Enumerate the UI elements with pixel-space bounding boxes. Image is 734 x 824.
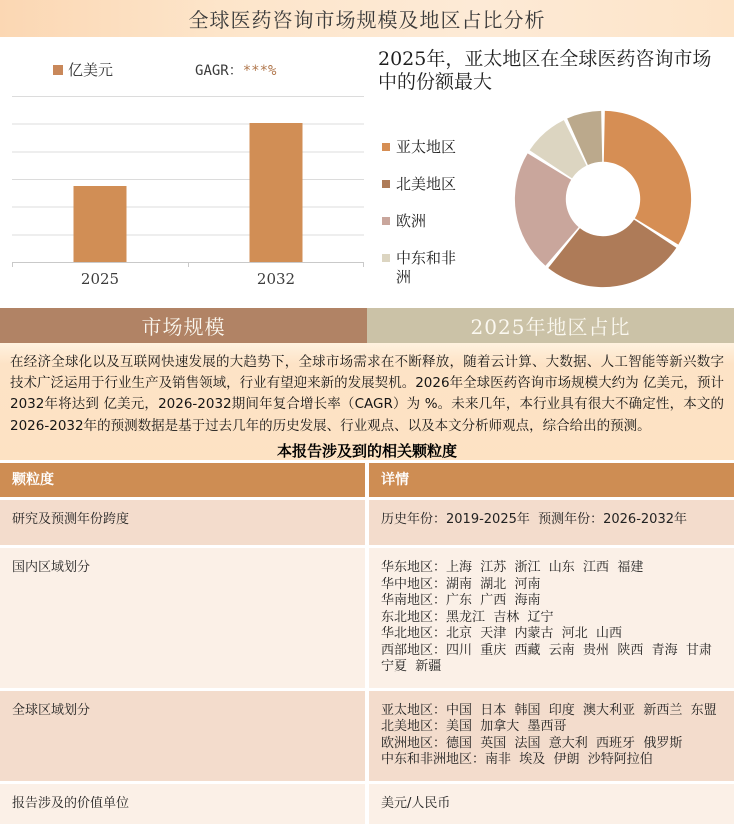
- x-axis-tick: [12, 263, 13, 267]
- donut-segment-亚太地区: [604, 111, 691, 245]
- charts-section: [0, 37, 734, 308]
- cagr-note: [195, 60, 276, 80]
- detail-line: 北美地区：美国 加拿大 墨西哥: [381, 719, 724, 736]
- donut-legend-label: 亚太地区: [396, 138, 456, 157]
- table-row-label: 报告涉及的价值单位: [0, 784, 365, 824]
- donut-legend-label: 北美地区: [396, 175, 456, 194]
- detail-line: 西部地区：四川 重庆 西藏 云南 贵州 陕西 青海 甘肃 宁夏 新疆: [381, 643, 724, 676]
- detail-line: 亚太地区：中国 日本 韩国 印度 澳大利亚 新西兰 东盟: [381, 703, 724, 720]
- detail-line: 华东地区：上海 江苏 浙江 山东 江西 福建: [381, 560, 724, 577]
- detail-line: 华中地区：湖南 湖北 河南: [381, 577, 724, 594]
- cagr-label: GAGR：: [195, 63, 243, 79]
- report-title: 全球医药咨询市场规模及地区占比分析: [0, 0, 734, 37]
- x-axis-tick: [363, 263, 364, 267]
- legend-swatch-icon: [53, 65, 63, 75]
- table-row-label: 研究及预测年份跨度: [0, 500, 365, 545]
- granularity-table: [0, 460, 734, 824]
- legend-swatch-icon: [382, 254, 390, 262]
- donut-headline: 2025年，亚太地区在全球医药咨询市场中的份额最大: [378, 48, 728, 94]
- bar-chart-panel: [0, 37, 372, 308]
- summary-section: [0, 343, 734, 460]
- table-column-header-0: 颗粒度: [0, 463, 365, 497]
- table-row-label: 全球区域划分: [0, 691, 365, 781]
- donut-legend-item: [382, 249, 486, 287]
- legend-swatch-icon: [382, 143, 390, 151]
- bar-2032: [250, 123, 303, 262]
- tab-region-share-2025[interactable]: 2025年地区占比: [367, 308, 734, 343]
- region-share-panel: [372, 37, 734, 308]
- donut-legend-label: 欧洲: [396, 212, 426, 231]
- detail-line: 欧洲地区：德国 英国 法国 意大利 西班牙 俄罗斯: [381, 736, 724, 753]
- donut-legend-item: [382, 212, 486, 231]
- table-row-details: [369, 548, 734, 688]
- cagr-value: ***%: [243, 63, 277, 79]
- table-row-details: [369, 784, 734, 824]
- table-row-details: [369, 691, 734, 781]
- donut-chart-wrap: [372, 98, 734, 305]
- granularity-heading: 本报告涉及到的相关颗粒度: [10, 440, 724, 461]
- bar-2025: [74, 186, 127, 262]
- bar-slot-2025: [12, 96, 188, 262]
- detail-line: 华南地区：广东 广西 海南: [381, 593, 724, 610]
- detail-line: 中东和非洲地区：南非 埃及 伊朗 沙特阿拉伯: [381, 752, 724, 769]
- table-row-details: [369, 500, 734, 545]
- x-axis-label-2032: 2032: [188, 270, 364, 288]
- donut-legend-item: [382, 138, 486, 157]
- legend-swatch-icon: [382, 217, 390, 225]
- donut-chart: [510, 106, 696, 292]
- x-axis-label-2025: 2025: [12, 270, 188, 288]
- legend-swatch-icon: [382, 180, 390, 188]
- donut-legend: [382, 138, 486, 305]
- summary-paragraph: 在经济全球化以及互联网快速发展的大趋势下，全球市场需求在不断释放，随着云计算、大数据、人工智能等新兴数字技术广泛运用于行业生产及销售领域，行业有望迎来新的发展契机。2026年全球医药咨询市场规模大约为 亿美元，预计2032年将达到 亿美元，2026-2032期间年复合增长率（CAGR）为 %。未来几年，本行业具有很大不确定性，本文的2026-2032年的预测数据是基于过去几年的历史发展、行业观点、以及本文分析师观点，综合给出的预测。: [10, 352, 724, 437]
- bar-chart-legend: [53, 59, 372, 80]
- x-axis-tick: [188, 263, 189, 267]
- bar-slot-2032: [188, 96, 364, 262]
- detail-line: 东北地区：黑龙江 吉林 辽宁: [381, 610, 724, 627]
- detail-line: 华北地区：北京 天津 内蒙古 河北 山西: [381, 626, 724, 643]
- detail-line: 历史年份：2019-2025年 预测年份：2026-2032年: [381, 512, 724, 529]
- section-tabs: [0, 308, 734, 343]
- detail-line: 美元/人民币: [381, 796, 724, 813]
- bar-legend-unit-label: 亿美元: [68, 59, 113, 80]
- table-row-label: 国内区域划分: [0, 548, 365, 688]
- bar-chart-plot-area: [12, 96, 364, 263]
- donut-legend-label: 中东和非洲: [396, 249, 458, 287]
- tab-market-size[interactable]: 市场规模: [0, 308, 367, 343]
- donut-legend-item: [382, 175, 486, 194]
- table-column-header-1: 详情: [369, 463, 734, 497]
